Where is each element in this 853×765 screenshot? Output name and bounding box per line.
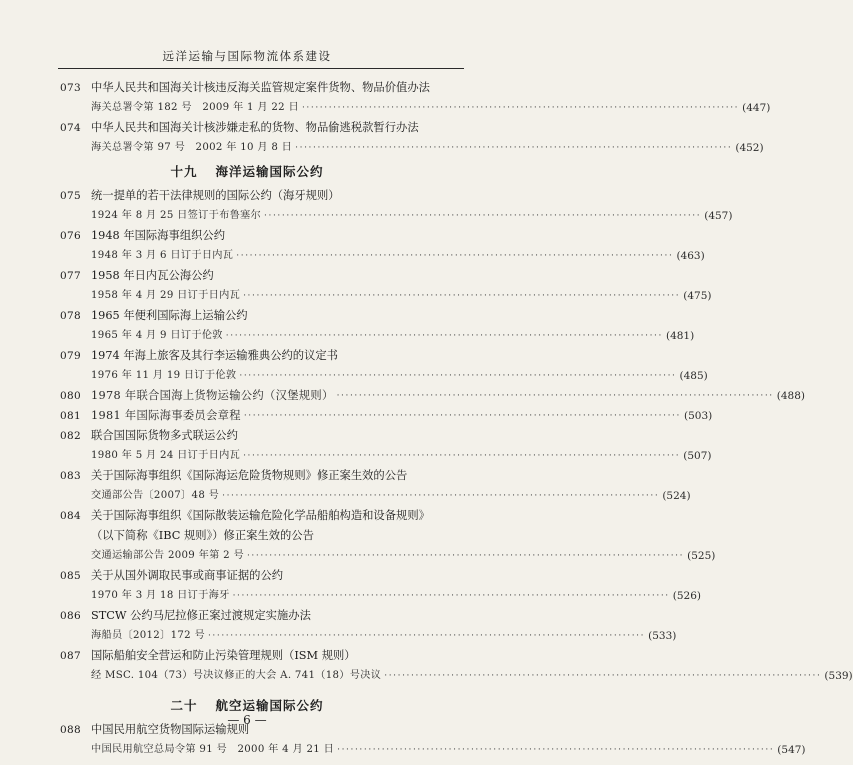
entry-sub-row [0,666,853,686]
entry-source: 1980 年 5 月 24 日订于日内瓦 [91,450,241,461]
toc-entry [0,386,805,406]
entry-title-row [0,306,494,326]
entry-title-row [0,646,494,666]
entry-source-line [91,366,708,386]
entry-sub-row [0,626,677,646]
toc-entry [0,506,716,566]
page-ref: (452) [735,142,764,154]
entry-title-row [0,406,713,426]
entry-title-row [0,346,494,366]
page-ref: (526) [672,590,701,602]
section-title: 海洋运输国际公约 [215,164,324,179]
entry-number: 088 [60,724,81,736]
page-ref: (485) [679,370,708,382]
entry-title: 1981 年国际海事委员会章程 [91,409,241,422]
entry-source: 海关总署令第 97 号 2002 年 10 月 8 日 [91,142,293,153]
page-number: — 6 — [227,713,267,727]
section-title: 航空运输国际公约 [215,698,324,713]
entry-title: 关于从国外调取民事或商事证据的公约 [91,569,284,582]
entry-source: 1970 年 3 月 18 日订于海牙 [91,590,230,601]
entry-source-line [91,446,712,466]
entry-source-line [91,246,705,266]
entry-title-row [0,606,494,626]
entry-number: 086 [60,610,81,622]
entry-number: 073 [60,82,81,94]
toc-entry [0,186,733,226]
entry-sub-row [0,98,771,118]
toc-entry [0,566,701,606]
entry-sub-row [0,246,705,266]
entry-source-line [91,138,764,158]
dot-leader: ·································································································· [246,551,685,561]
entry-number: 077 [60,270,81,282]
entry-title-row [0,78,494,98]
dot-leader: ·································································································· [336,391,774,401]
entry-title: 关于国际海事组织《国际散装运输危险化学品船舶构造和设备规则》 [91,509,430,522]
entry-title-continued: （以下简称《IBC 规则》）修正案生效的公告 [91,529,314,542]
dot-leader: ·································································································· [384,671,822,681]
entry-source: 经 MSC. 104（73）号决议修正的大会 A. 741（18）号决议 [91,670,382,681]
toc-entry [0,346,708,386]
toc-entry [0,266,712,306]
dot-leader: ·································································································· [295,143,733,153]
entry-source-line [91,626,677,646]
entry-title: STCW 公约马尼拉修正案过渡规定实施办法 [91,609,311,622]
entry-number: 081 [60,410,81,422]
entry-number: 080 [60,390,81,402]
toc-list-maritime [0,186,853,686]
entry-source: 交通部公告〔2007〕48 号 [91,490,220,501]
toc-entry [0,406,713,426]
entry-source-line [91,546,716,566]
entry-title: 统一提单的若干法律规则的国际公约（海牙规则） [91,189,340,202]
page-ref: (488) [776,390,805,402]
entry-title: 中国民用航空货物国际运输规则 [91,723,250,736]
entry-title: 1978 年联合国海上货物运输公约（汉堡规则） [91,389,334,402]
entry-title-line [91,406,713,426]
entry-title-row-continued [0,526,494,546]
dot-leader: ·································································································· [239,371,677,381]
dot-leader: ·································································································· [264,211,702,221]
entry-sub-row [0,206,733,226]
entry-source-line [91,666,853,686]
entry-number: 078 [60,310,81,322]
entry-sub-row [0,486,691,506]
page-ref: (539) [824,670,853,682]
entry-title-row [0,466,494,486]
page-ref: (463) [676,250,705,262]
entry-sub-row [0,586,701,606]
entry-title-line [91,386,805,406]
entry-number: 074 [60,122,81,134]
entry-number: 085 [60,570,81,582]
entry-title-row [0,566,494,586]
entry-title: 联合国国际货物多式联运公约 [91,429,238,442]
section-heading-maritime [0,158,494,186]
section-number: 二十 [170,698,198,713]
toc-entry [0,606,677,646]
section-number: 十九 [170,164,198,179]
entry-sub-row [0,138,764,158]
dot-leader: ·································································································· [243,451,681,461]
page-ref: (547) [777,744,806,756]
dot-leader: ·································································································· [337,745,775,755]
dot-leader: ·································································································· [236,251,674,261]
page-ref: (481) [665,330,695,342]
entry-title: 1974 年海上旅客及其行李运输雅典公约的议定书 [91,349,338,362]
toc-entry [0,306,695,346]
entry-source: 海关总署令第 182 号 2009 年 1 月 22 日 [91,102,299,113]
entry-source-line [91,286,712,306]
entry-source-line [91,206,733,226]
entry-source: 海船员〔2012〕172 号 [91,630,205,641]
entry-number: 084 [60,510,81,522]
toc-list-pre [0,78,771,158]
page-ref: (507) [683,450,712,462]
page-ref: (525) [687,550,716,562]
entry-sub-row [0,366,708,386]
entry-title: 关于国际海事组织《国际海运危险货物规则》修正案生效的公告 [91,469,408,482]
dot-leader: ·································································································· [225,331,663,341]
entry-title: 1965 年便利国际海上运输公约 [91,309,248,322]
entry-source: 1948 年 3 月 6 日订于日内瓦 [91,250,234,261]
entry-source: 1924 年 8 月 25 日签订于布鲁塞尔 [91,210,262,221]
entry-title: 1948 年国际海事组织公约 [91,229,226,242]
entry-source-line [91,740,806,760]
toc-entry [0,426,712,466]
entry-title-row [0,118,494,138]
page-ref: (447) [742,102,771,114]
entry-source-line [91,486,691,506]
entry-sub-row [0,546,716,566]
entry-sub-row [0,446,712,466]
entry-source-line [91,586,701,606]
dot-leader: ·································································································· [243,291,681,301]
entry-title: 国际船舶安全营运和防止污染管理规则（ISM 规则） [91,649,356,662]
entry-number: 079 [60,350,81,362]
entry-sub-row [0,286,712,306]
entry-number: 083 [60,470,81,482]
toc-entry [0,226,705,266]
entry-title-row [0,186,494,206]
dot-leader: ·································································································· [301,103,740,113]
entry-number: 075 [60,190,81,202]
entry-source: 1958 年 4 月 29 日订于日内瓦 [91,290,241,301]
page-ref: (533) [648,630,677,642]
page-ref: (503) [683,410,713,422]
entry-source-line [91,98,771,118]
dot-leader: ·································································································· [222,491,660,501]
toc-entry [0,646,853,686]
page-ref: (475) [683,290,712,302]
entry-number: 076 [60,230,81,242]
entry-title-row [0,386,805,406]
entry-title: 中华人民共和国海关计核涉嫌走私的货物、物品偷逃税款暂行办法 [91,121,419,134]
page-ref: (524) [662,490,691,502]
dot-leader: ·································································································· [232,591,670,601]
entry-title: 中华人民共和国海关计核违反海关监管规定案件货物、物品价值办法 [91,81,430,94]
dot-leader: ·································································································· [243,411,681,421]
entry-source: 交通运输部公告 2009 年第 2 号 [91,550,244,561]
toc-entry [0,78,771,118]
entry-title-row [0,266,494,286]
entry-number: 087 [60,650,81,662]
page-ref: (457) [704,210,733,222]
running-header: 远洋运输与国际物流体系建设 [162,49,332,63]
entry-sub-row [0,326,695,346]
entry-source: 1965 年 4 月 9 日订于伦敦 [91,330,223,341]
entry-title: 1958 年日内瓦公海公约 [91,269,214,282]
entry-sub-row [0,740,806,760]
toc-entry [0,466,691,506]
entry-title-row [0,226,494,246]
header-rule [58,68,464,69]
entry-source: 中国民用航空总局令第 91 号 2000 年 4 月 21 日 [91,744,335,755]
toc-entry [0,118,764,158]
entry-title-row [0,506,494,526]
dot-leader: ·································································································· [207,631,646,641]
entry-source: 1976 年 11 月 19 日订于伦敦 [91,370,237,381]
toc-content [0,78,853,760]
entry-title-row [0,426,494,446]
entry-source-line [91,326,695,346]
entry-number: 082 [60,430,81,442]
